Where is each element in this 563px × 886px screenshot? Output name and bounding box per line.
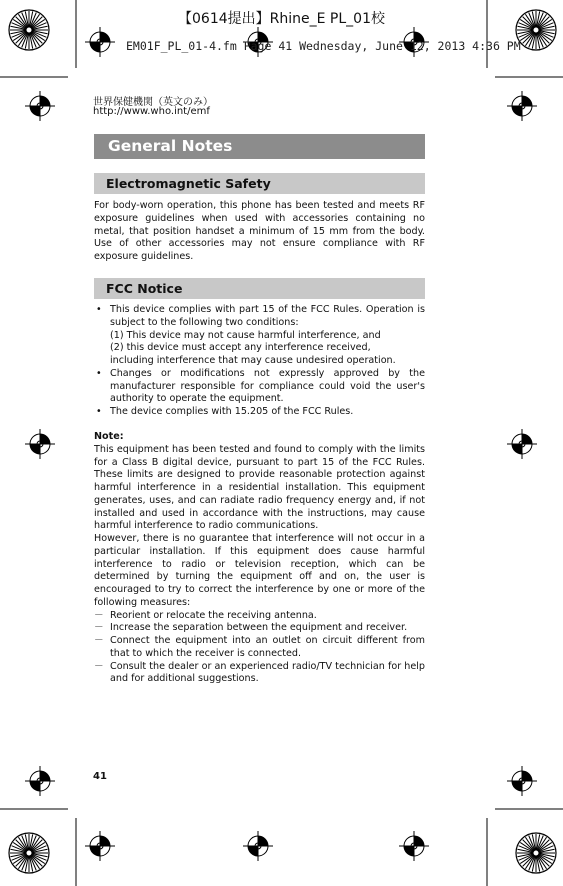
fcc-bullet-1 — [94, 304, 425, 368]
measure-1-text: Reorient or relocate the receiving antenna. — [110, 609, 317, 621]
em-safety-heading: Electromagnetic Safety — [94, 173, 425, 194]
section-title: General Notes — [94, 134, 425, 159]
measure-3 — [94, 635, 425, 661]
dash-mark: － — [94, 622, 104, 634]
bullet-mark: • — [96, 304, 102, 315]
fcc-note — [94, 431, 425, 686]
fcc-bullet-2-text: Changes or modifications not expressly approved by the manufacturer responsible for compliance could void the user's authority to operate the equipment. — [110, 367, 425, 405]
measure-4 — [94, 661, 425, 687]
measure-2-text: Increase the separation between the equipment and receiver. — [110, 622, 408, 634]
running-header-line1: 世界保健機関（英文のみ） — [93, 97, 213, 108]
fcc-heading: FCC Notice — [94, 278, 425, 299]
fcc-condition-1: (1) This device may not cause harmful interference, and — [110, 329, 381, 341]
em-safety-body: For body-worn operation, this phone has been tested and meets RF exposure guidelines when used with accessories containing no metal, that position handset a minimum of 15 mm from the body. Use of other accessories may not ensure compliance with RF exposure guidelines. — [94, 200, 425, 262]
fcc-condition-2-cont: including interference that may cause undesired operation. — [110, 355, 396, 366]
note-paragraph-2: However, there is no guarantee that interference will not occur in a particular installation. If this equipment does cause harmful interference to radio or television reception, which can be determined by turning the equipment off and on, the user is encouraged to try to correct the interference by one or more of the following measures: — [94, 533, 425, 608]
dash-mark: － — [94, 660, 104, 672]
measure-2 — [94, 622, 425, 635]
measure-4-text: Consult the dealer or an experienced radio/TV technician for help and for additional suggestions. — [110, 660, 425, 685]
note-paragraph-1: This equipment has been tested and found to comply with the limits for a Class B digital device, pursuant to part 15 of the FCC Rules. These limits are designed to provide reasonable protection against harmful interference in a residential installation. This equipment generates, uses, and can radiate radio frequency energy and, if not installed and used in accordance with the instructions, may cause harmful interference to radio communications. — [94, 443, 425, 532]
fcc-bullet-3 — [94, 406, 425, 419]
dash-mark: － — [94, 635, 104, 646]
fcc-bullet-1-text: This device complies with part 15 of the FCC Rules. Operation is subject to the following two conditions: — [110, 304, 425, 328]
fcc-bullet-3-text: The device complies with 15.205 of the FCC Rules. — [110, 406, 354, 417]
fcc-bullet-2 — [94, 368, 425, 406]
print-header-title: 【0614提出】Rhine_E PL_01校 — [178, 11, 385, 27]
bullet-mark: • — [96, 367, 102, 379]
measure-3-text: Connect the equipment into an outlet on circuit different from that to which the receiver is connected. — [110, 635, 425, 659]
note-label: Note: — [94, 431, 124, 442]
fcc-bullet-list — [94, 304, 425, 419]
running-header-url: http://www.who.int/emf — [93, 106, 210, 117]
print-file-info: EM01F_PL_01-4.fm Page 41 Wednesday, June 12, 2013 4:36 PM — [126, 39, 521, 53]
dash-mark: － — [94, 609, 104, 621]
fcc-condition-2: (2) this device must accept any interference received, — [110, 342, 371, 354]
bullet-mark: • — [96, 406, 102, 417]
page-number: 41 — [93, 771, 107, 782]
measure-1 — [94, 610, 425, 623]
